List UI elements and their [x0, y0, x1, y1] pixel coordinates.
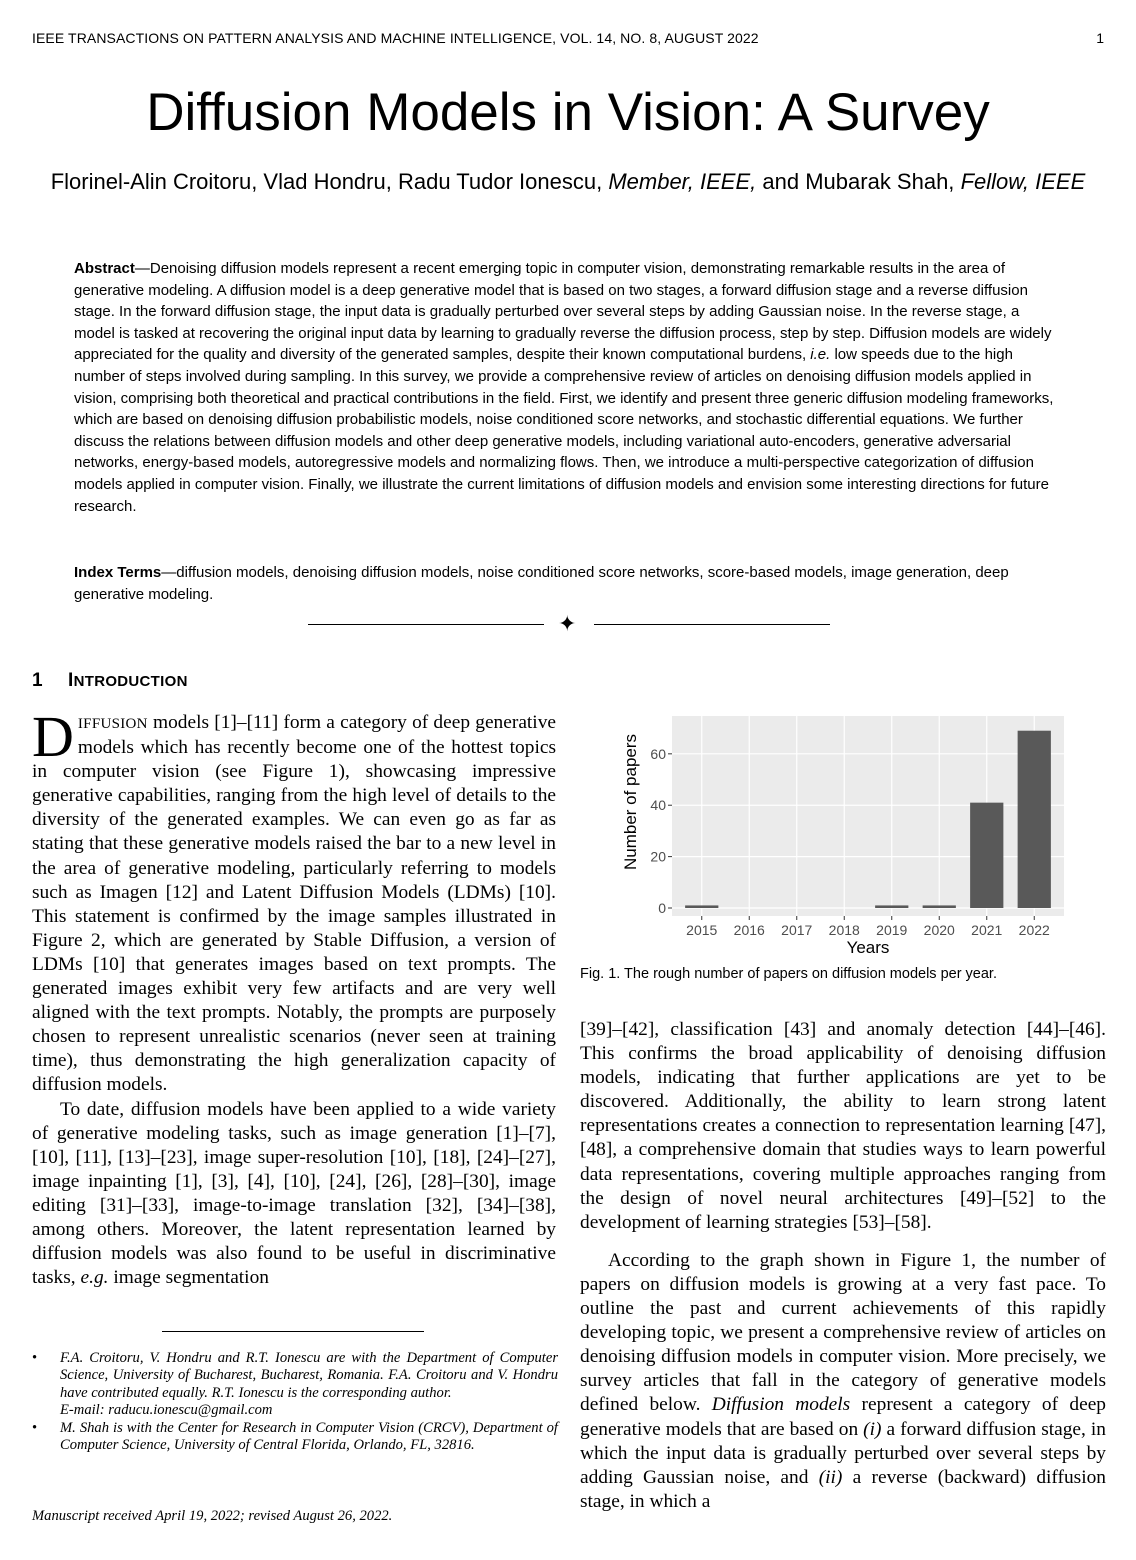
right-p2-text-b: represent a category of deep generative models that are based on: [580, 1394, 1107, 1440]
separator-line-left: [308, 624, 544, 625]
chart-panel: [672, 716, 1064, 916]
intro-paragraph-1: [32, 704, 556, 1098]
intro-p2-text-b: image segmentation: [108, 1267, 269, 1289]
abstract-text-1: —Denoising diffusion models represent a recent emerging topic in computer vision, demonstrating remarkable results in the area of generative modeling. A diffusion model is a deep generative model that is based on two stages, a forward diffusion stage and a reverse diffusion stage. In the forward diffusion stage, the input data is gradually perturbed over several steps by adding Gaussian noise. In the reverse stage, a model is tasked at recovering the original input data by learning to gradually reverse the diffusion process, step by step. Diffusion models are widely appreciated for the quality and diversity of the generated samples, despite their known computational burdens,: [74, 260, 1052, 364]
section-heading: [32, 670, 188, 692]
y-axis-label: Number of papers: [621, 733, 640, 871]
authors-part2: and Mubarak Shah,: [762, 169, 955, 194]
index-terms-text: —diffusion models, denoising diffusion models, noise conditioned score networks, score-based models, image generation, deep generative modeling.: [74, 564, 1009, 603]
bar: [1018, 731, 1051, 908]
authors-role2: Fellow, IEEE: [960, 169, 1086, 194]
section-title-initial: I: [68, 670, 74, 691]
figure-1: [610, 712, 1080, 962]
authors-part1: Florinel-Alin Croitoru, Vlad Hondru, Radu Tudor Ionescu,: [50, 169, 603, 194]
authors-role1: Member, IEEE,: [608, 169, 757, 194]
x-axis-label: Years: [846, 938, 890, 957]
bar: [970, 803, 1003, 908]
running-header: [32, 30, 1104, 52]
bar-chart: [610, 712, 1080, 962]
intro-smallcaps: IFFUSION: [77, 716, 148, 732]
y-tick-label: 0: [658, 900, 666, 916]
footnote-item: [32, 1350, 558, 1420]
intro-p1-text: models [1]–[11] form a category of deep generative models which has recently become one of the hottest topics in computer vision (see Figure 1), showcasing impressive generative capabilities, ranging from the high level of details to the diversity of the generated examples. We can even go as far as stating that these generative models raised the bar to a new level in the area of generative modeling, particularly referring to models such as Imagen [12] and Latent Diffusion Models (LDMs) [10]. This statement is confirmed by the image samples illustrated in Figure 2, which are generated by Stable Diffusion, a version of LDMs [10] that generates images based on text prompts. The generated images exhibit very few artifacts and are very well aligned with the text prompts. Notably, the prompts are purposely chosen to represent unrealistic scenarios (never seen at training time), thus demonstrating the high generalization capacity of diffusion models.: [32, 712, 556, 1096]
author-list: [0, 168, 1136, 196]
figure-1-caption: Fig. 1. The rough number of papers on diffusion models per year.: [580, 966, 997, 982]
journal-header: IEEE TRANSACTIONS ON PATTERN ANALYSIS AND MACHINE INTELLIGENCE, VOL. 14, NO. 8, AUGUST 2022: [32, 30, 759, 46]
bar: [923, 905, 956, 908]
right-column: [580, 1018, 1106, 1514]
x-tick-label: 2015: [686, 922, 718, 938]
section-title-rest: NTRODUCTION: [73, 673, 188, 690]
separator-diamond-icon: ✦: [558, 611, 577, 636]
x-tick-label: 2019: [876, 922, 908, 938]
x-tick-label: 2020: [923, 922, 955, 938]
index-terms-label: Index Terms: [74, 564, 162, 581]
intro-eg: e.g.: [80, 1267, 109, 1289]
left-column: [32, 704, 556, 1290]
x-tick-label: 2016: [733, 922, 765, 938]
x-tick-label: 2017: [781, 922, 813, 938]
right-p2-text-c: a forward diffusion stage, in which the input data is gradually perturbed over several steps by adding Gaussian noise, and: [580, 1418, 1106, 1488]
right-paragraph-1: [39]–[42], classification [43] and anomaly detection [44]–[46]. This confirms the broad applicability of denoising diffusion models, indicating that further applications are yet to be discovered. Additionally, the ability to learn strong latent representations creates a connection to representation learning [47], [48], a comprehensive domain that studies ways to learn powerful data representations, covering multiple approaches ranging from the design of novel neural architectures [49]–[52] to the development of learning strategies [53]–[58].: [580, 1019, 1106, 1233]
right-p2-item-ii: (ii): [818, 1466, 843, 1488]
abstract-ie: i.e.: [810, 346, 831, 364]
paper-title: Diffusion Models in Vision: A Survey: [146, 83, 990, 142]
drop-cap: D: [32, 704, 74, 769]
bullet-icon: •: [32, 1419, 38, 1436]
right-p2-emphasis: Diffusion models: [711, 1394, 851, 1416]
y-tick-label: 40: [650, 797, 666, 814]
index-terms: [74, 562, 1064, 605]
y-tick-label: 60: [650, 745, 666, 762]
footnotes: [32, 1350, 558, 1454]
bar: [685, 905, 718, 908]
footnote-text: F.A. Croitoru, V. Hondru and R.T. Ionescu are with the Department of Computer Science, University of Bucharest, Bucharest, Romania. F.A. Croitoru and V. Hondru have contributed equally. R.T. Ionescu is the corresponding author.: [60, 1350, 558, 1401]
manuscript-note: Manuscript received April 19, 2022; revised August 26, 2022.: [32, 1508, 393, 1524]
x-tick-label: 2021: [971, 922, 1003, 938]
intro-p2-text-a: To date, diffusion models have been applied to a wide variety of generative modeling tasks, such as image generation [1]–[7], [10], [11], [13]–[23], image super-resolution [10], [18], [24]–[27], image inpainting [1], [3], [4], [10], [24], [26], [28]–[30], image editing [31]–[33], image-to-image translation [32], [34]–[38], among others. Moreover, the latent representation learned by diffusion models was also found to be useful in discriminative tasks,: [32, 1098, 556, 1289]
right-paragraph-2: [580, 1249, 1106, 1514]
footnote-email: E-mail: raducu.ionescu@gmail.com: [60, 1402, 273, 1419]
right-p2-text-a: According to the graph shown in Figure 1, the number of papers on diffusion models is growing at a very fast pace. To outline the past and current achievements of this rapidly developing topic, we present a comprehensive review of articles on denoising diffusion models in computer vision. More precisely, we survey articles that fall in the category of generative models defined below.: [580, 1249, 1106, 1416]
intro-paragraph-2: [32, 1098, 556, 1291]
section-number: 1: [32, 670, 43, 691]
footnote-rule: [162, 1331, 424, 1332]
y-tick-label: 20: [650, 848, 666, 865]
page-number: 1: [1096, 30, 1104, 46]
bullet-icon: •: [32, 1350, 38, 1366]
abstract-label: Abstract: [74, 260, 135, 277]
footnote-item: [32, 1420, 558, 1455]
bar: [875, 905, 908, 908]
x-tick-label: 2022: [1018, 922, 1050, 938]
right-p2-text-d: a reverse (backward) diffusion stage, in which a: [580, 1466, 1106, 1512]
x-tick-label: 2018: [828, 922, 860, 938]
footnote-text: M. Shah is with the Center for Research in Computer Vision (CRCV), Department of Computer Science, University of Central Florida, Orlando, FL, 32816.: [60, 1419, 558, 1454]
separator-line-right: [594, 624, 830, 625]
abstract-text-2: low speeds due to the high number of steps involved during sampling. In this survey, we provide a comprehensive review of articles on denoising diffusion models applied in vision, comprising both theoretical and practical contributions in the field. First, we identify and present three generic diffusion modeling frameworks, which are based on denoising diffusion probabilistic models, noise conditioned score networks, and stochastic differential equations. We further discuss the relations between diffusion models and other deep generative models, including variational auto-encoders, generative adversarial networks, energy-based models, autoregressive models and normalizing flows. Then, we introduce a multi-perspective categorization of diffusion models applied in computer vision. Finally, we illustrate the current limitations of diffusion models and envision some interesting directions for future research.: [74, 346, 1054, 515]
right-p2-item-i: (i): [863, 1418, 882, 1440]
abstract: [74, 258, 1064, 517]
